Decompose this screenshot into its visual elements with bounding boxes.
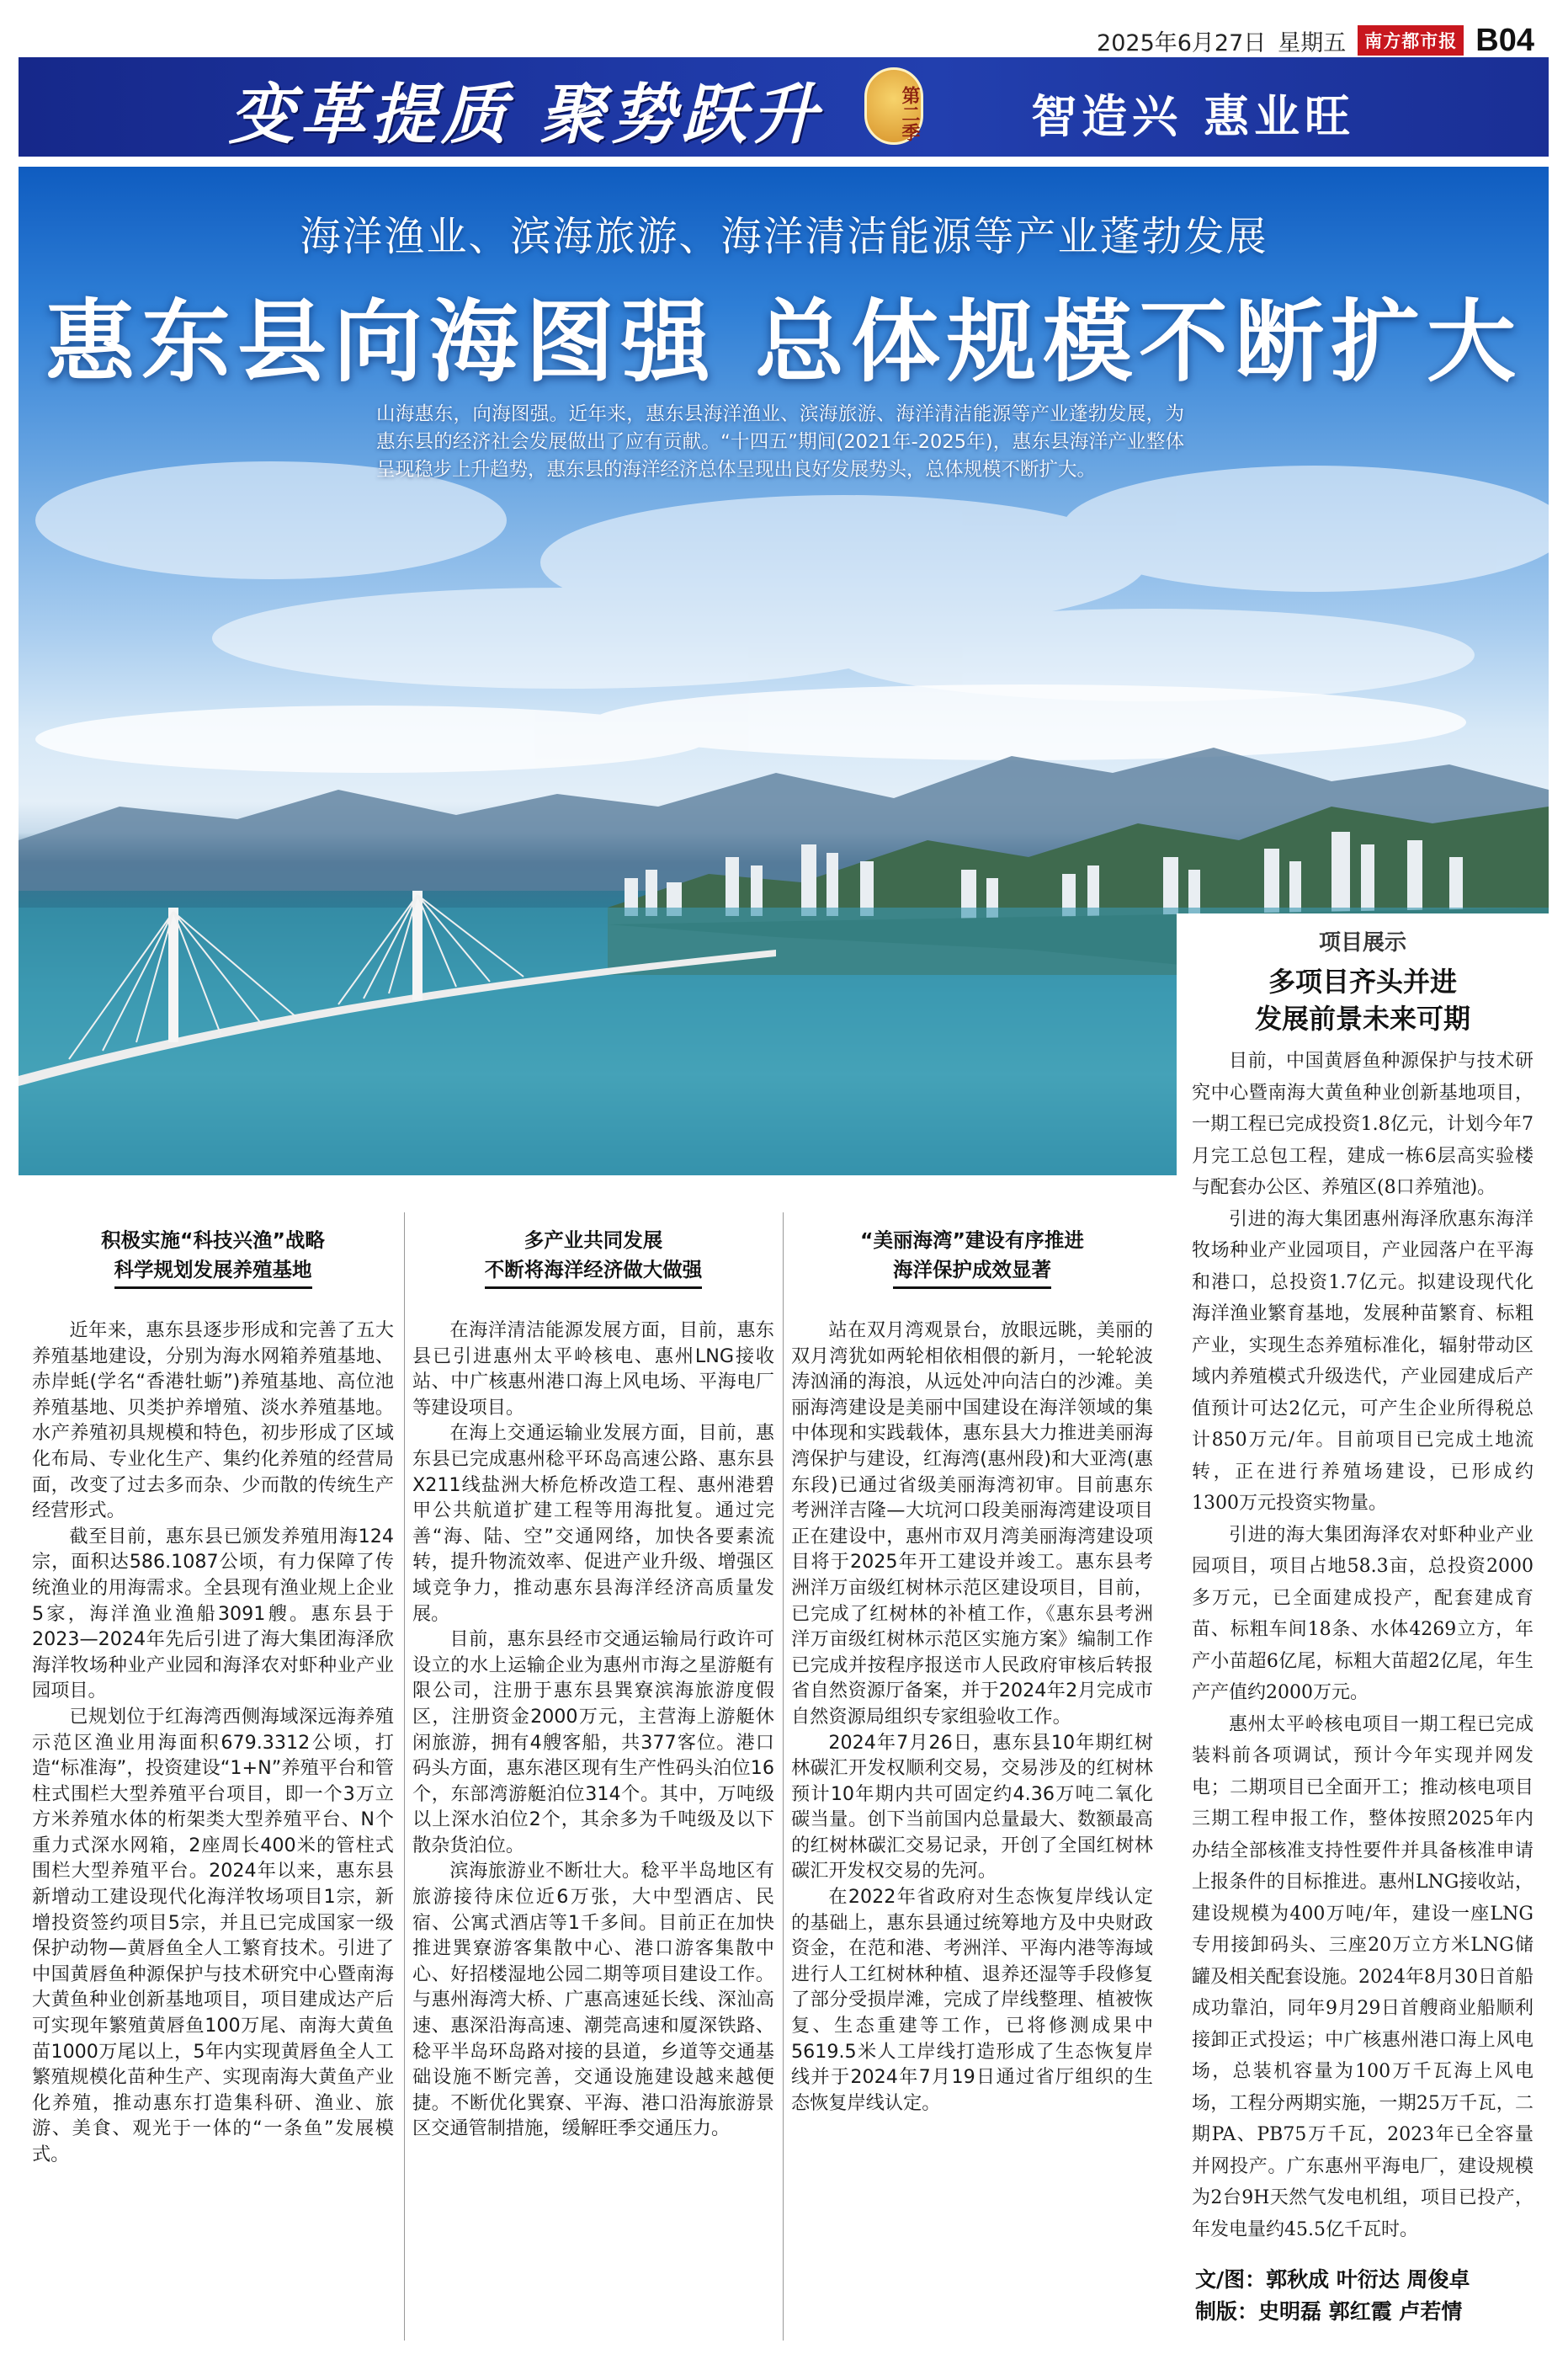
sidebar-paragraph: 惠州太平岭核电项目一期工程已完成装料前各项调试，预计今年实现并网发电；二期项目已全面开工；推动核电项目三期工程申报工作，整体按照2025年内办结全部核准支持性要件并具备核准申请上报条件的目标推进。惠州LNG接收站，建设规模为400万吨/年，建设一座LNG专用接卸码头、三座20万立方米LNG储罐及相关配套设施。2024年8月30日首船成功靠泊，同年9月29日首艘商业船顺利接卸正式投运；中广核惠州港口海上风电场，总装机容量为100万千瓦海上风电场，工程分两期实施，一期25万千瓦，二期PA、PB75万千瓦，2023年已全容量并网投产。广东惠州平海电厂，建设规模为2台9H天然气发电机组，项目已投产，年发电量约45.5亿千瓦时。 [1192, 1713, 1533, 2240]
issue-date: 2025年6月27日 [1097, 29, 1267, 56]
banner-tagline: 智造兴 惠业旺 [1031, 90, 1355, 143]
sidebar-title-line2: 发展前景未来可期 [1254, 1003, 1470, 1035]
body-paragraph: 截至目前，惠东县已颁发养殖用海124宗，面积达586.1087公顷，有力保障了传统渔业的用海需求。全县现有渔业规上企业5家，海洋渔业渔船3091艘。惠东县于2023—2024年先后引进了海大集团海泽欣海洋牧场种业产业园和海泽农对虾种业产业园项目。 [32, 1525, 394, 1702]
credit-writers: 文/图：郭秋成 叶衍达 周俊卓 [1195, 2267, 1470, 2292]
column-2-heading-line2: 不断将海洋经济做大做强 [485, 1255, 703, 1289]
page-meta [1097, 24, 1534, 57]
body-paragraph: 已规划位于红海湾西侧海域深远海养殖示范区渔业用海面积679.3312公顷，打造“标准海”，投资建设“1+N”养殖平台和管柱式围栏大型养殖平台项目，即一个3万立方米养殖水体的桁架类大型养殖平台、N个重力式深水网箱，2座周长400米的管柱式围栏大型养殖平台。2024年以来，惠东县新增动工建设现代化海洋牧场项目1宗，新增投资签约项目5宗，并且已完成国家一级保护动物—黄唇鱼全人工繁育技术。引进了中国黄唇鱼种源保护与技术研究中心暨南海大黄鱼种业创新基地项目，项目建成达产后可实现年繁殖黄唇鱼100万尾、南海大黄鱼苗1000万尾以上，5年内实现黄唇鱼全人工繁殖规模化苗种生产、实现南海大黄鱼产业化养殖，推动惠东打造集科研、渔业、旅游、美食、观光于一体的“一条鱼”发展模式。 [32, 1705, 394, 2165]
sidebar-paragraph: 引进的海大集团海泽农对虾种业产业园项目，项目占地58.3亩，总投资2000多万元，已全面建成投产，配套建成育苗、标粗车间18条、水体4269立方，年产小苗超6亿尾，标粗大苗超2亿尾，年生产产值约2000万元。 [1192, 1524, 1533, 1703]
column-divider [783, 1212, 784, 2341]
page-number: B04 [1475, 22, 1534, 58]
banner-slogan: 变革提质 聚势跃升 [229, 77, 823, 153]
sidebar-title [1177, 963, 1549, 1037]
column-1-heading-line1: 积极实施“科技兴渔”战略 [101, 1228, 325, 1252]
newspaper-logo: 南方都市报 [1358, 25, 1464, 56]
sidebar-kicker: 项目展示 [1318, 930, 1406, 956]
column-1-body [32, 1318, 394, 2168]
column-3-heading-line1: “美丽海湾”建设有序推进 [860, 1228, 1084, 1252]
credits [1195, 2264, 1470, 2328]
section-banner [19, 57, 1549, 157]
body-paragraph: 站在双月湾观景台，放眼远眺，美丽的双月湾犹如两轮相依相偎的新月，一轮轮波涛汹涌的海浪，从远处冲向洁白的沙滩。美丽海湾建设是美丽中国建设在海洋领域的集中体现和实践载体，惠东县大力推进美丽海湾保护与建设，红海湾(惠州段)和大亚湾(惠东段)已通过省级美丽海湾初审。目前惠东考洲洋吉隆—大坑河口段美丽海湾建设项目正在建设中，惠州市双月湾美丽海湾建设项目将于2025年开工建设并竣工。惠东县考洲洋万亩级红树林示范区建设项目，目前，已完成了红树林的补植工作，《惠东县考洲洋万亩级红树林示范区实施方案》编制工作已完成并按程序报送市人民政府审核后转报省自然资源厅备案，并于2024年2月完成市自然资源局组织专家组验收工作。 [791, 1319, 1153, 1728]
main-headline: 惠东县向海图强 总体规模不断扩大 [45, 289, 1523, 394]
body-paragraph: 2024年7月26日，惠东县10年期红树林碳汇开发权顺利交易，交易涉及的红树林预计10年期内共可固定约4.36万吨二氧化碳当量。创下当前国内总量最大、数额最高的红树林碳汇交易记录，开创了全国红树林碳汇开发权交易的先河。 [791, 1731, 1153, 1883]
column-2-heading [412, 1226, 774, 1289]
sidebar-paragraph: 引进的海大集团惠州海泽欣惠东海洋牧场种业产业园项目，产业园落户在平海和港口，总投资1.7亿元。拟建设现代化海洋渔业繁育基地，发展种苗繁育、标粗产业，实现生态养殖标准化，辐射带动区域内养殖模式升级迭代，产业园建成后产值预计可达2亿元，可产生企业所得税总计850万元/年。目前项目已完成土地流转，正在进行养殖场建设，已形成约1300万元投资实物量。 [1192, 1208, 1533, 1514]
project-showcase-box [1177, 913, 1549, 2345]
lead-paragraph: 山海惠东，向海图强。近年来，惠东县海洋渔业、滨海旅游、海洋清洁能源等产业蓬勃发展，为惠东县的经济社会发展做出了应有贡献。“十四五”期间(2021年-2025年)，惠东县海洋产业整体呈现稳步上升趋势，惠东县的海洋经济总体呈现出良好发展势头，总体规模不断扩大。 [376, 403, 1184, 481]
column-3-heading [791, 1226, 1153, 1289]
body-paragraph: 在海洋清洁能源发展方面，目前，惠东县已引进惠州太平岭核电、惠州LNG接收站、中广核惠州港口海上风电场、平海电厂等建设项目。 [412, 1319, 774, 1419]
sidebar-body [1192, 1046, 1533, 2245]
body-paragraph: 近年来，惠东县逐步形成和完善了五大养殖基地建设，分别为海水网箱养殖基地、赤岸蚝(学名“香港牡蛎”)养殖基地、高位池养殖基地、贝类护养增殖、淡水养殖基地。水产养殖初具规模和特色，初步形成了区域化布局、专业化生产、集约化养殖的经营局面，改变了过去多而杂、少而散的传统生产经营形式。 [32, 1319, 394, 1522]
column-1-heading [32, 1226, 394, 1289]
column-3-body [791, 1318, 1153, 2116]
sub-headline: 海洋渔业、滨海旅游、海洋清洁能源等产业蓬勃发展 [300, 213, 1268, 260]
column-2-body [412, 1318, 774, 2142]
credit-layout: 制版：史明磊 郭红霞 卢若情 [1195, 2299, 1463, 2324]
sidebar-paragraph: 目前，中国黄唇鱼种源保护与技术研究中心暨南海大黄鱼种业创新基地项目，一期工程已完成投资1.8亿元，计划今年7月完工总包工程，建成一栋6层高实验楼与配套办公区、养殖区(8口养殖池)。 [1192, 1051, 1533, 1198]
body-paragraph: 在海上交通运输业发展方面，目前，惠东县已完成惠州稔平环岛高速公路、惠东县X211线盐洲大桥危桥改造工程、惠州港碧甲公共航道扩建工程等用海批复。通过完善“海、陆、空”交通网络，加快各要素流转，提升物流效率、促进产业升级、增强区域竞争力，推动惠东县海洋经济高质量发展。 [412, 1422, 774, 1625]
column-1-heading-line2: 科学规划发展养殖基地 [114, 1255, 312, 1289]
season-badge: 第二季 [864, 67, 923, 145]
body-paragraph: 在2022年省政府对生态恢复岸线认定的基础上，惠东县通过统筹地方及中央财政资金，在范和港、考洲洋、平海内港等海域进行人工红树林种植、退养还湿等手段修复了部分受损岸滩，完成了岸线整理、植被恢复、生态重建等工作，已将修测成果中5619.5米人工岸线打造形成了生态恢复岸线并于2024年7月19日通过省厅组织的生态恢复岸线认定。 [791, 1886, 1153, 2114]
issue-weekday: 星期五 [1278, 29, 1347, 56]
column-divider [404, 1212, 405, 2341]
sidebar-title-line1: 多项目齐头并进 [1268, 966, 1457, 998]
body-paragraph: 滨海旅游业不断壮大。稔平半岛地区有旅游接待床位近6万张，大中型酒店、民宿、公寓式酒店等1千多间。目前正在加快推进巽寮游客集散中心、港口游客集散中心、好招楼湿地公园二期等项目建设工作。与惠州海湾大桥、广惠高速延长线、深汕高速、惠深沿海高速、潮莞高速和厦深铁路、稔平半岛环岛路对接的县道，乡道等交通基础设施不断完善，交通设施建设越来越便捷。不断优化巽寮、平海、港口沿海旅游景区交通管制措施，缓解旺季交通压力。 [412, 1860, 774, 2140]
body-paragraph: 目前，惠东县经市交通运输局行政许可设立的水上运输企业为惠州市海之星游艇有限公司，注册于惠东县巽寮滨海旅游度假区，注册资金2000万元，主营海上游艇休闲旅游，拥有4艘客船，共377客位。港口码头方面，惠东港区现有生产性码头泊位16个，东部湾游艇泊位314个。其中，万吨级以上深水泊位2个，其余多为千吨级及以下散杂货泊位。 [412, 1628, 774, 1856]
column-3-heading-line2: 海洋保护成效显著 [893, 1255, 1051, 1289]
column-2-heading-line1: 多产业共同发展 [524, 1228, 663, 1252]
